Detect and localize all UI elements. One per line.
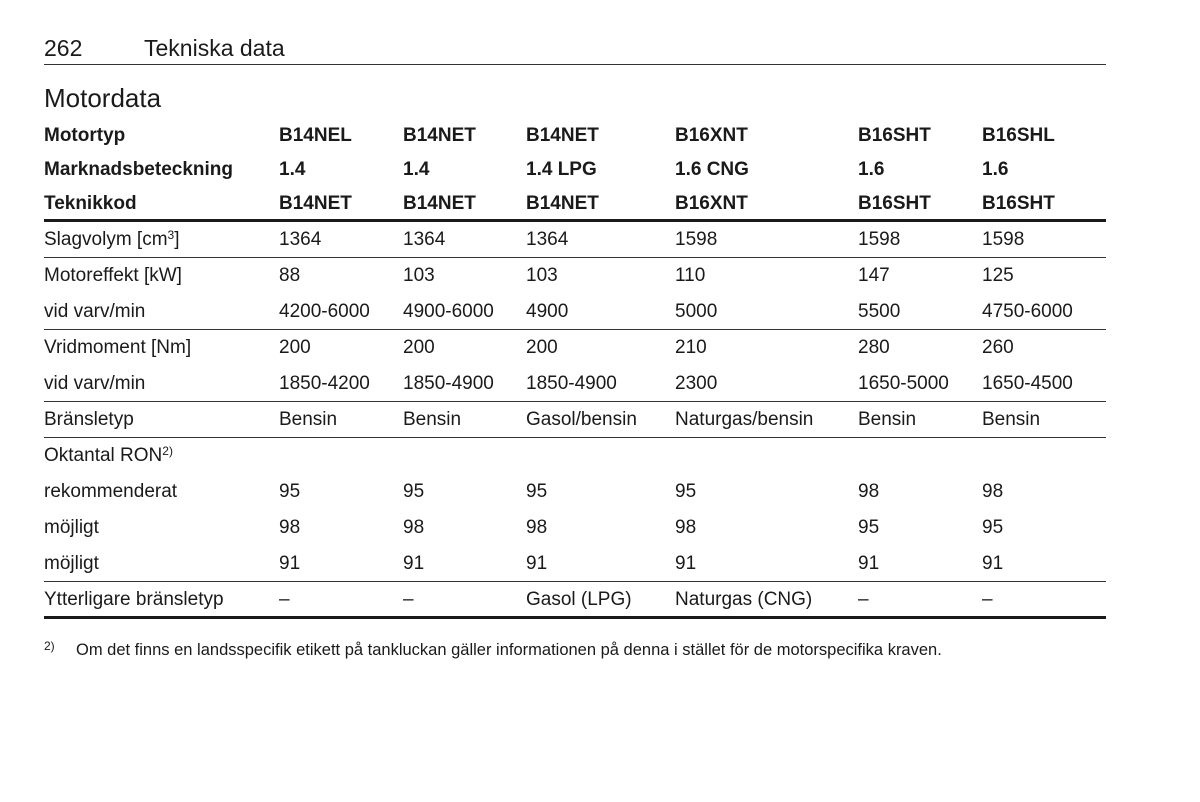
page-header xyxy=(44,34,1106,65)
table-cell: 91 xyxy=(675,553,697,574)
row-label: möjligt xyxy=(44,553,99,574)
table-cell: – xyxy=(858,589,869,610)
row-label: vid varv/min xyxy=(44,373,146,394)
table-cell: 4750-6000 xyxy=(982,301,1073,322)
table-cell: 210 xyxy=(675,337,707,358)
row-label: Teknikkod xyxy=(44,193,137,214)
table-row xyxy=(44,438,1106,474)
table-row xyxy=(44,222,1106,258)
row-label: Ytterligare bränsletyp xyxy=(44,589,224,610)
table-cell: 98 xyxy=(403,517,425,538)
table-cell: Gasol/bensin xyxy=(526,409,637,430)
table-cell: 1.6 CNG xyxy=(675,159,749,180)
chapter-title: Tekniska data xyxy=(144,35,285,61)
table-cell: B16SHT xyxy=(858,125,931,146)
table-cell: 95 xyxy=(675,481,697,502)
table-cell: 1364 xyxy=(526,229,569,250)
row-label: rekommenderat xyxy=(44,481,178,502)
table-cell: 98 xyxy=(675,517,697,538)
table-cell: B14NET xyxy=(526,125,599,146)
table-cell: Bensin xyxy=(858,409,917,430)
table-cell: 5000 xyxy=(675,301,718,322)
table-cell: B14NET xyxy=(526,193,599,214)
table-cell: 98 xyxy=(982,481,1004,502)
table-cell: B14NET xyxy=(403,125,476,146)
table-row xyxy=(44,330,1106,366)
table-cell: 1650-4500 xyxy=(982,373,1073,394)
table-cell: 200 xyxy=(403,337,435,358)
table-cell: 147 xyxy=(858,265,890,286)
page-number: 262 xyxy=(44,35,83,61)
table-cell: B16SHL xyxy=(982,125,1055,146)
table-cell: 4900-6000 xyxy=(403,301,494,322)
table-row xyxy=(44,402,1106,438)
table-cell: Gasol (LPG) xyxy=(526,589,632,610)
row-label: Marknadsbeteckning xyxy=(44,159,233,180)
footnote-reference: 2) xyxy=(162,444,173,458)
row-label: möjligt xyxy=(44,517,99,538)
table-cell: 260 xyxy=(982,337,1014,358)
table-header-row xyxy=(44,186,1106,222)
footnote-marker: 2) xyxy=(44,639,55,653)
table-header-row xyxy=(44,152,1106,186)
table-cell: 110 xyxy=(675,265,706,286)
table-cell: 95 xyxy=(279,481,301,502)
table-row xyxy=(44,474,1106,510)
table-cell: 200 xyxy=(526,337,558,358)
superscript: 3 xyxy=(167,228,175,242)
engine-data-table xyxy=(44,118,1106,619)
table-cell: 103 xyxy=(526,265,558,286)
table-cell: 200 xyxy=(279,337,311,358)
table-cell: 91 xyxy=(858,553,880,574)
table-cell: 4200-6000 xyxy=(279,301,370,322)
table-cell: Naturgas (CNG) xyxy=(675,589,813,610)
table-cell: 1.6 xyxy=(982,159,1009,180)
table-cell: 98 xyxy=(526,517,548,538)
table-cell: 1.6 xyxy=(858,159,885,180)
table-cell: 91 xyxy=(526,553,548,574)
table-cell: 1850-4900 xyxy=(403,373,494,394)
table-cell: – xyxy=(982,589,993,610)
table-cell: 1598 xyxy=(858,229,901,250)
table-cell: 2300 xyxy=(675,373,718,394)
table-row xyxy=(44,582,1106,619)
footnote-text: Om det finns en landsspecifik etikett på tankluckan gäller informationen på denna i stället för de motorspecifika kraven. xyxy=(76,641,942,659)
table-cell: B16SHT xyxy=(858,193,931,214)
row-label: Oktantal RON$^{2)}$ xyxy=(44,444,173,466)
table-row xyxy=(44,366,1106,402)
table-row xyxy=(44,510,1106,546)
table-cell: 1598 xyxy=(675,229,718,250)
table-cell: Bensin xyxy=(982,409,1041,430)
table-cell: 1364 xyxy=(403,229,446,250)
table-row xyxy=(44,258,1106,294)
table-cell: 95 xyxy=(403,481,425,502)
table-cell: 1598 xyxy=(982,229,1025,250)
table-cell: – xyxy=(403,589,414,610)
table-cell: B14NET xyxy=(403,193,476,214)
table-cell: B14NET xyxy=(279,193,352,214)
table-row xyxy=(44,294,1106,330)
table-row xyxy=(44,546,1106,582)
table-cell: 103 xyxy=(403,265,435,286)
table-cell: B16SHT xyxy=(982,193,1055,214)
row-label: Vridmoment [Nm] xyxy=(44,337,192,358)
table-cell: 1.4 xyxy=(279,159,306,180)
table-cell: 88 xyxy=(279,265,301,286)
table-cell: 95 xyxy=(858,517,880,538)
table-cell: 4900 xyxy=(526,301,569,322)
table-cell: Naturgas/bensin xyxy=(675,409,814,430)
table-cell: 91 xyxy=(982,553,1004,574)
table-cell: B14NEL xyxy=(279,125,352,146)
row-label: Slagvolym $[cm^3]$ xyxy=(44,228,180,250)
table-cell: B16XNT xyxy=(675,125,748,146)
table-cell: Bensin xyxy=(279,409,338,430)
table-cell: 1.4 xyxy=(403,159,430,180)
table-cell: 98 xyxy=(858,481,880,502)
table-cell: 1.4 LPG xyxy=(526,159,597,180)
row-label: vid varv/min xyxy=(44,301,146,322)
table-cell: 1364 xyxy=(279,229,322,250)
table-cell: 5500 xyxy=(858,301,901,322)
table-cell: 1850-4200 xyxy=(279,373,370,394)
table-cell: 91 xyxy=(279,553,301,574)
table-cell: 1850-4900 xyxy=(526,373,617,394)
table-cell: 91 xyxy=(403,553,425,574)
row-label: Motortyp xyxy=(44,125,126,146)
table-cell: 95 xyxy=(526,481,548,502)
table-header-row xyxy=(44,118,1106,152)
row-label: Motoreffekt [kW] xyxy=(44,265,182,286)
table-cell: 95 xyxy=(982,517,1004,538)
row-label: Bränsletyp xyxy=(44,409,134,430)
table-cell: Bensin xyxy=(403,409,462,430)
table-cell: 280 xyxy=(858,337,890,358)
table-cell: B16XNT xyxy=(675,193,748,214)
table-cell: 98 xyxy=(279,517,301,538)
table-cell: – xyxy=(279,589,290,610)
table-cell: 125 xyxy=(982,265,1014,286)
section-title: Motordata xyxy=(44,83,162,113)
table-cell: 1650-5000 xyxy=(858,373,949,394)
